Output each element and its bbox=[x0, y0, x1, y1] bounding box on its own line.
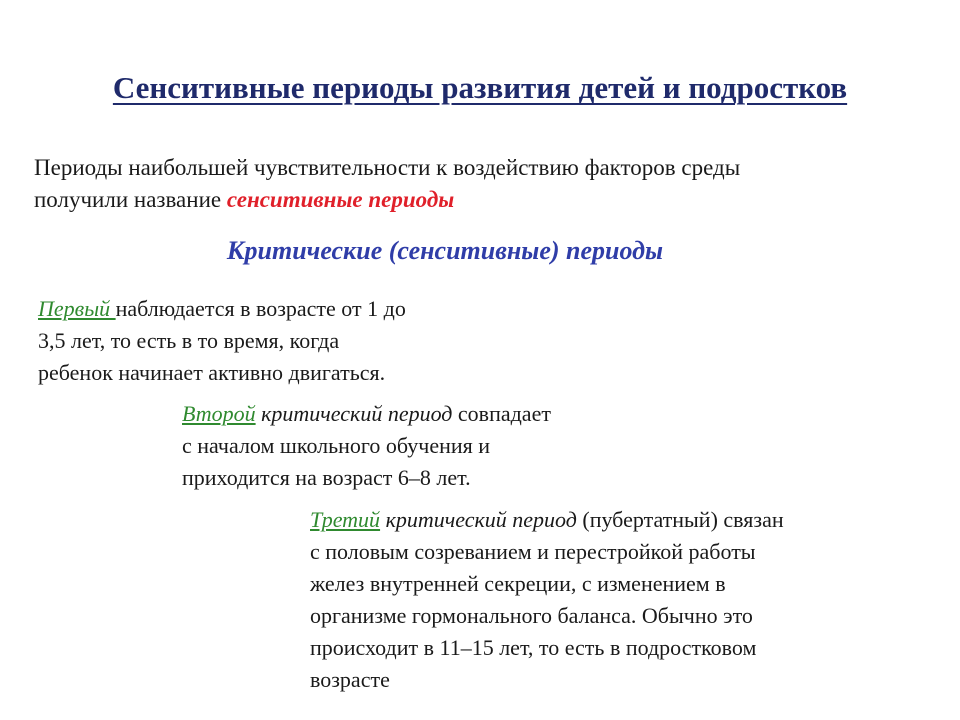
intro-line-2: получили название bbox=[34, 187, 227, 212]
period-text: с половым созреванием и перестройкой работы bbox=[310, 539, 756, 564]
page-title: Сенситивные периоды развития детей и подростков bbox=[112, 70, 848, 105]
period-text: желез внутренней секреции, с изменением в bbox=[310, 571, 726, 596]
period-third bbox=[310, 504, 910, 696]
period-label: Второй bbox=[182, 401, 256, 426]
period-text: ребенок начинает активно двигаться. bbox=[38, 360, 386, 385]
period-text: с началом школьного обучения и bbox=[182, 433, 491, 458]
period-first bbox=[38, 293, 518, 389]
intro-highlight: сенситивные периоды bbox=[226, 187, 455, 212]
period-text: (пубертатный) связан bbox=[576, 507, 784, 532]
period-text: совпадает bbox=[452, 401, 551, 426]
period-italic: критический период bbox=[255, 401, 453, 426]
section-subtitle: Критические (сенситивные) периоды bbox=[226, 236, 664, 265]
period-text: 3,5 лет, то есть в то время, когда bbox=[38, 328, 340, 353]
period-text: происходит в 11–15 лет, то есть в подростковом bbox=[310, 635, 757, 660]
period-second bbox=[182, 398, 652, 494]
period-italic: критический период bbox=[380, 507, 577, 532]
period-label: Третий bbox=[310, 507, 381, 532]
period-text: наблюдается в возрасте от 1 до bbox=[115, 296, 406, 321]
period-text: организме гормонального баланса. Обычно это bbox=[310, 603, 753, 628]
period-label: Первый bbox=[38, 296, 116, 321]
period-text: возрасте bbox=[310, 667, 390, 692]
intro-text bbox=[34, 152, 914, 216]
intro-line-1: Периоды наибольшей чувствительности к воздействию факторов среды bbox=[34, 155, 741, 180]
period-text: приходится на возраст 6–8 лет. bbox=[182, 465, 471, 490]
